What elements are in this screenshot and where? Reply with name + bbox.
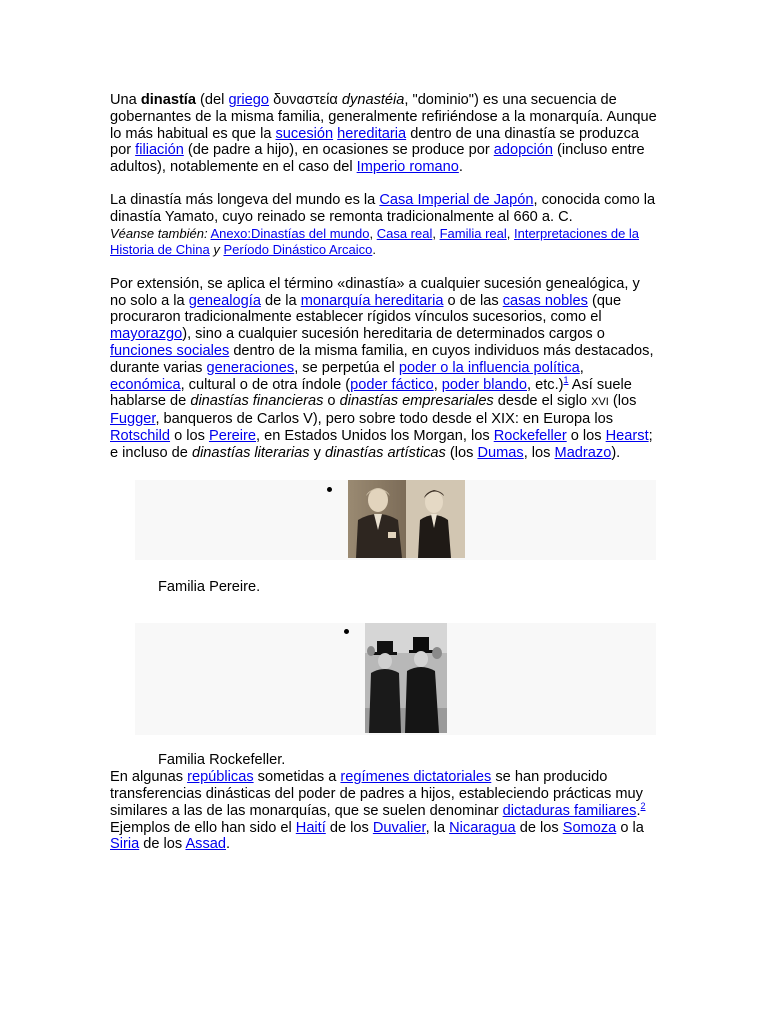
text: Así suele hablarse de [110,376,632,410]
text: desde el siglo [493,393,592,410]
text: . [226,836,231,853]
link-genealogia[interactable]: genealogía [188,292,261,309]
text: (los [445,444,478,461]
link-poder-blando[interactable]: poder blando [441,376,528,393]
link-periodo-dinastico[interactable]: Período Dinástico Arcaico [223,242,373,258]
see-also-label: Véanse también: [110,225,208,241]
reference-2-link[interactable]: 2 [640,800,646,811]
text: de la [260,292,301,309]
link-rockefeller[interactable]: Rockefeller [493,427,567,444]
gallery-item-pereire [135,480,656,560]
text: ), sino a cualquier sucesión hereditaria de determinados cargos o [182,326,605,343]
link-fugger[interactable]: Fugger [110,411,156,428]
text: δυναστεία [269,92,342,108]
link-siria[interactable]: Siria [110,836,140,853]
text: y [213,242,220,258]
paragraph-intro [110,92,660,176]
text: , [433,376,442,393]
link-funciones-sociales[interactable]: funciones sociales [110,342,230,359]
link-monarquia-hereditaria[interactable]: monarquía hereditaria [300,292,444,309]
link-dumas[interactable]: Dumas [477,444,524,461]
text: (de padre a hijo), en ocasiones se produce por [183,142,494,159]
caption-familia-pereire: Familia Pereire. [158,578,261,595]
century-numeral: XVI [591,396,609,409]
bullet-icon [344,629,349,634]
link-madrazo[interactable]: Madrazo [554,444,612,461]
link-hearst[interactable]: Hearst [605,427,649,444]
reference-1-link[interactable]: 1 [563,374,569,385]
text: o la [616,819,644,836]
link-griego[interactable]: griego [228,92,270,108]
paragraph-republicas [110,769,660,853]
link-poder-influencia-politica[interactable]: poder o la influencia política [398,359,580,376]
link-republicas[interactable]: repúblicas [187,769,254,786]
text: , se perpetúa el [294,359,399,376]
link-regimenes-dictatoriales[interactable]: regímenes dictatoriales [340,769,492,786]
link-pereire[interactable]: Pereire [208,427,257,444]
text: , la [425,819,450,836]
link-rotschild[interactable]: Rotschild [110,427,171,444]
link-adopcion[interactable]: adopción [493,142,553,159]
text: . [372,242,376,258]
text: de los [515,819,563,836]
link-imperio-romano[interactable]: Imperio romano [356,159,459,176]
text: o los [566,427,606,444]
paragraph-japon [110,192,660,226]
text: Ejemplos de ello han sido el [110,819,296,836]
italic-text: dinastías empresariales [339,393,494,410]
text: y [309,444,325,461]
gallery-item-rockefeller [135,623,656,735]
link-haiti[interactable]: Haití [295,819,326,836]
text: de los [139,836,186,853]
text: de los [325,819,373,836]
text: , en Estados Unidos los Morgan, los [256,427,494,444]
text: dentro de la misma familia, en cuyos individuos más destacados, durante varias [110,342,654,376]
text: , cultural o de otra índole ( [180,376,351,393]
photo-familia-rockefeller[interactable] [365,623,447,733]
italic-text: dinastías artísticas [324,444,446,461]
text: o [323,393,340,410]
link-duvalier[interactable]: Duvalier [372,819,426,836]
link-dictaduras-familiares[interactable]: dictaduras familiares [502,802,637,819]
link-filiacion[interactable]: filiación [135,142,184,159]
text: , etc.) [527,376,564,393]
link-casa-real[interactable]: Casa real [376,225,433,241]
text: o los [170,427,209,444]
text: , los [523,444,555,461]
text: . [458,159,463,176]
text: (los [608,393,637,410]
pereire-photo-image [348,480,465,558]
link-hereditaria[interactable]: hereditaria [337,125,407,142]
text: sometidas a [253,769,341,786]
text: Por extensión, se aplica el término «dinastía» a cualquier sucesión genealógica, y no solo a la [110,275,640,309]
term-dinastia: dinastía [140,92,196,108]
photo-familia-pereire[interactable] [348,480,465,558]
article-content [110,92,660,853]
text: ). [611,444,621,461]
link-casas-nobles[interactable]: casas nobles [502,292,588,309]
text: , banqueros de Carlos V), pero sobre todo desde el XIX: en Europa los [155,411,613,428]
link-nicaragua[interactable]: Nicaragua [449,819,516,836]
text: , [579,359,584,376]
link-casa-imperial-japon[interactable]: Casa Imperial de Japón [379,191,534,208]
caption-familia-rockefeller: Familia Rockefeller. [158,752,286,769]
text: La dinastía más longeva del mundo es la [110,191,380,208]
text: (del [195,92,229,108]
text: se han producido transferencias dinásticas del poder de padres a hijos, estableciendo prácticas muy similares a las de las monarquías, que se suelen denominar [110,769,643,819]
link-familia-real[interactable]: Familia real [439,225,507,241]
text: En algunas [110,769,188,786]
italic-text: dinastías financieras [190,393,324,410]
link-economica[interactable]: económica [110,376,181,393]
text: (que procuraron tradicionalmente establecer rígidos vínculos sucesorios, como el [110,292,622,326]
paragraph-extension [110,276,660,462]
link-poder-factico[interactable]: poder fáctico [350,376,434,393]
italic-dynasteia: dynastéia [341,92,405,108]
link-anexo-dinastias[interactable]: Anexo:Dinastías del mundo [210,225,370,241]
link-assad[interactable]: Assad [185,836,227,853]
text: , conocida como la dinastía Yamato, cuyo reinado se remonta tradicionalmente al 660 a. C. [110,191,656,225]
link-generaciones[interactable]: generaciones [206,359,295,376]
rockefeller-photo-image [365,623,447,733]
text: o de las [443,292,503,309]
italic-text: dinastías literarias [191,444,310,461]
bullet-icon [327,487,332,492]
link-somoza[interactable]: Somoza [562,819,617,836]
text: (incluso entre adultos), notablemente en el caso del [110,142,645,176]
text: ; e incluso de [110,427,653,461]
text: , "dominio") es una secuencia de gobernantes de la misma familia, generalmente refiriéndose a la monarquía. Aunque lo más habitual es que la [110,92,657,142]
text: Una [110,92,141,108]
text: . [636,802,641,819]
link-mayorazgo[interactable]: mayorazgo [110,326,183,343]
link-interpretaciones-china[interactable]: Interpretaciones de la Historia de China [110,225,640,258]
text: dentro de una dinastía se produzca por [110,125,639,159]
link-sucesion[interactable]: sucesión [275,125,334,142]
see-also-note: Véanse también: Anexo:Dinastías del mundo, Casa real, Familia real, Interpretaciones de la Historia de China y Período Dinástico Arcaico. [110,225,640,258]
